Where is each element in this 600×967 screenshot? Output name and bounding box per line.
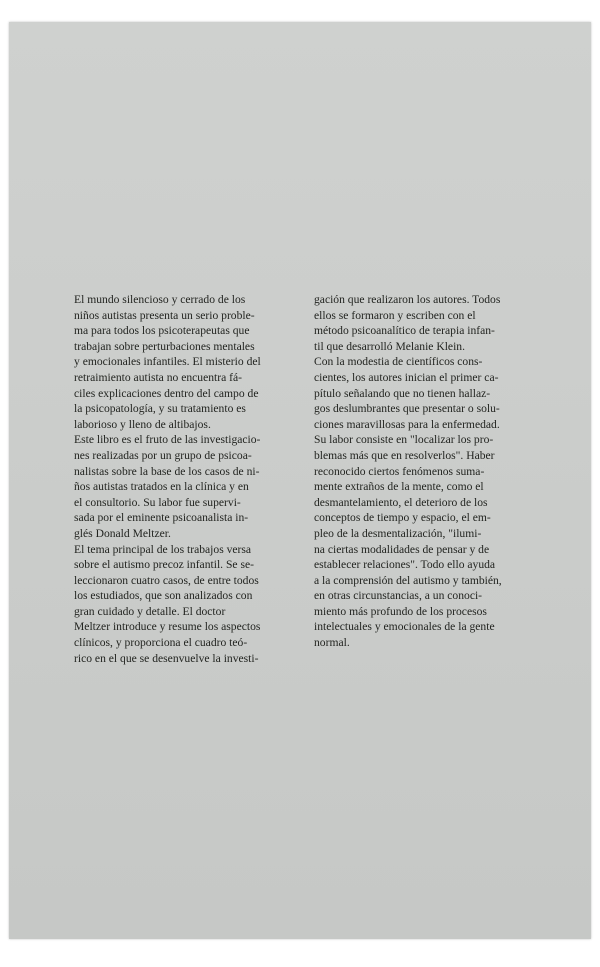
text-line: a la comprensión del autismo y también, [314, 573, 502, 587]
book-back-cover [9, 22, 591, 939]
text-line: reconocido ciertos fenómenos suma- [314, 464, 485, 478]
right-text-column [314, 292, 536, 651]
text-line: ma para todos los psicoterapeutas que [74, 324, 250, 338]
text-line: el consultorio. Su labor fue supervi- [74, 495, 241, 509]
text-line: nalistas sobre la base de los casos de ni- [74, 464, 260, 478]
text-line: trabajan sobre perturbaciones mentales [74, 339, 255, 353]
text-line: conceptos de tiempo y espacio, el em- [314, 511, 491, 525]
text-line: intelectuales y emocionales de la gente [314, 620, 495, 634]
text-line: nes realizadas por un grupo de psicoa- [74, 448, 252, 462]
text-line: ciles explicaciones dentro del campo de [74, 386, 259, 400]
text-line: gos deslumbrantes que presentar o solu- [314, 402, 500, 416]
text-line: establecer relaciones". Todo ello ayuda [314, 558, 496, 572]
text-line: método psicoanalítico de terapia infan- [314, 324, 495, 338]
text-line: ños autistas tratados en la clínica y en [74, 480, 249, 494]
text-line: cientes, los autores inician el primer ca- [314, 370, 499, 384]
text-line: pleo de la desmentalización, "ilumi- [314, 526, 482, 540]
text-line: laborioso y lleno de altibajos. [74, 417, 211, 431]
text-line: desmantelamiento, el deterioro de los [314, 495, 488, 509]
text-line: sada por el eminente psicoanalista in- [74, 511, 249, 525]
text-line: Este libro es el fruto de las investigacio- [74, 433, 261, 447]
text-line: niños autistas presenta un serio proble- [74, 308, 255, 322]
text-line: gación que realizaron los autores. Todos [314, 293, 501, 306]
text-line: til que desarrolló Melanie Klein. [314, 339, 465, 353]
text-line: normal. [314, 636, 350, 650]
text-line: Meltzer introduce y resume los aspectos [74, 620, 261, 634]
text-line: en otras circunstancias, a un conoci- [314, 589, 483, 603]
left-text-column [74, 292, 302, 666]
text-line: ellos se formaron y escriben con el [314, 308, 476, 322]
text-line: miento más profundo de los procesos [314, 604, 487, 618]
text-line: sobre el autismo precoz infantil. Se se- [74, 558, 254, 572]
text-line: gran cuidado y detalle. El doctor [74, 604, 226, 618]
text-line: rico en el que se desenvuelve la investi- [74, 651, 259, 665]
text-line: mente extraños de la mente, como el [314, 480, 484, 494]
text-line: pítulo señalando que no tienen hallaz- [314, 386, 491, 400]
text-line: blemas más que en resolverlos". Haber [314, 448, 495, 462]
text-line: El mundo silencioso y cerrado de los [74, 293, 246, 306]
text-line: ciones maravillosas para la enfermedad. [314, 417, 500, 431]
text-line: los estudiados, que son analizados con [74, 589, 253, 603]
text-line: Con la modestia de científicos cons- [314, 355, 483, 369]
text-line: glés Donald Meltzer. [74, 526, 171, 540]
text-line: clínicos, y proporciona el cuadro teó- [74, 636, 248, 650]
text-line: El tema principal de los trabajos versa [74, 542, 252, 556]
text-line: y emocionales infantiles. El misterio del [74, 355, 261, 369]
text-line: na ciertas modalidades de pensar y de [314, 542, 490, 556]
text-line: Su labor consiste en "localizar los pro- [314, 433, 494, 447]
text-line: retraimiento autista no encuentra fá- [74, 370, 243, 384]
text-line: la psicopatología, y su tratamiento es [74, 402, 246, 416]
text-line: leccionaron cuatro casos, de entre todos [74, 573, 259, 587]
